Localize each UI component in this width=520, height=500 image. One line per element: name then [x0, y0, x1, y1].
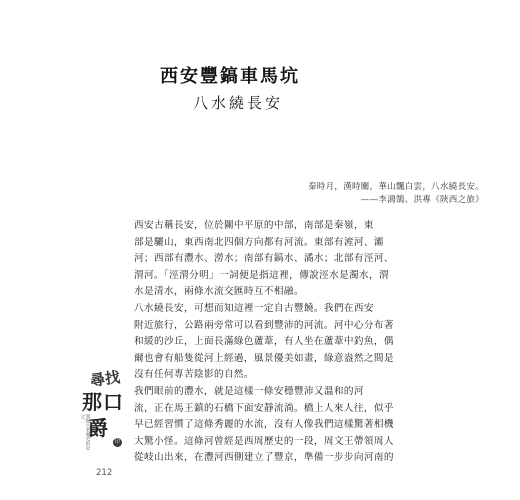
text-line: 我們眼前的灃水，就是這樣一條安穩豐沛又溫和的河: [134, 385, 364, 397]
series-logo-char: 尋找: [88, 367, 122, 390]
paragraph: [134, 301, 404, 384]
text-line: 沒有任何專苦陰影的自然。: [134, 369, 254, 381]
body-text: [134, 218, 404, 467]
series-logo: [80, 368, 130, 450]
series-logo-subtitle: 發掘古老歷史的記之二: [80, 414, 90, 450]
text-line: 爾也會有船隻從河上經過，風景優美如畫，綠意盎然之間是: [134, 352, 394, 364]
chapter-title: 西安豐鎬車馬坑: [160, 66, 300, 87]
text-line: 渭河。「涇渭分明」一詞便是指這裡，傳說涇水是濁水，渭: [134, 269, 390, 281]
paragraph: [134, 384, 404, 467]
text-line: 八水繞長安，可想而知這裡一定自古豐饒。我們在西安: [134, 302, 374, 314]
text-line: 早已經習慣了這條秀麗的水流，沒有人像我們這樣驚著相機: [134, 419, 394, 431]
paragraph: [134, 218, 404, 301]
text-line: 水是清水，兩條水流交匯時互不相融。: [134, 286, 304, 298]
quote-line: 秦時月，漢時關，華山飄白雲，八水繞長安。: [307, 182, 484, 192]
text-line: 部是驪山，東西南北四個方向都有河流。東部有滻河、灞: [134, 236, 384, 248]
quote-attribution: ——李鴻鵠、洪專《陝西之旅》: [360, 195, 484, 205]
text-line: 從岐山出來，在灃河西側建立了豐京，準備一步步向河南的: [134, 452, 394, 464]
text-line: 河；西部有灃水、澇水；南部有鎬水、潏水；北部有涇河、: [134, 253, 394, 265]
series-logo-char: 那口: [82, 390, 124, 414]
text-line: 流，正在馬王鎮的石橋下面安靜流淌。橋上人來人往，似乎: [134, 402, 394, 414]
text-line: 附近旅行，公路兩旁常可以看到豐沛的河流。河中心分布著: [134, 319, 394, 331]
page-number: 212: [96, 468, 113, 478]
epigraph-quote: [308, 181, 484, 207]
chapter-subtitle: 八水繞長安: [193, 94, 284, 112]
series-logo-char: 爵: [88, 416, 108, 440]
text-line: 和緩的沙丘，上面長滿綠色蘆葦，有人坐在蘆葦中釣魚，偶: [134, 336, 394, 348]
seal-icon: 印: [114, 439, 120, 445]
text-line: 大驚小怪。這條河曾經是西周歷史的一段，周文王帶領周人: [134, 435, 394, 447]
text-line: 西安古稱長安，位於關中平原的中部，南部是秦嶺，東: [134, 220, 374, 231]
